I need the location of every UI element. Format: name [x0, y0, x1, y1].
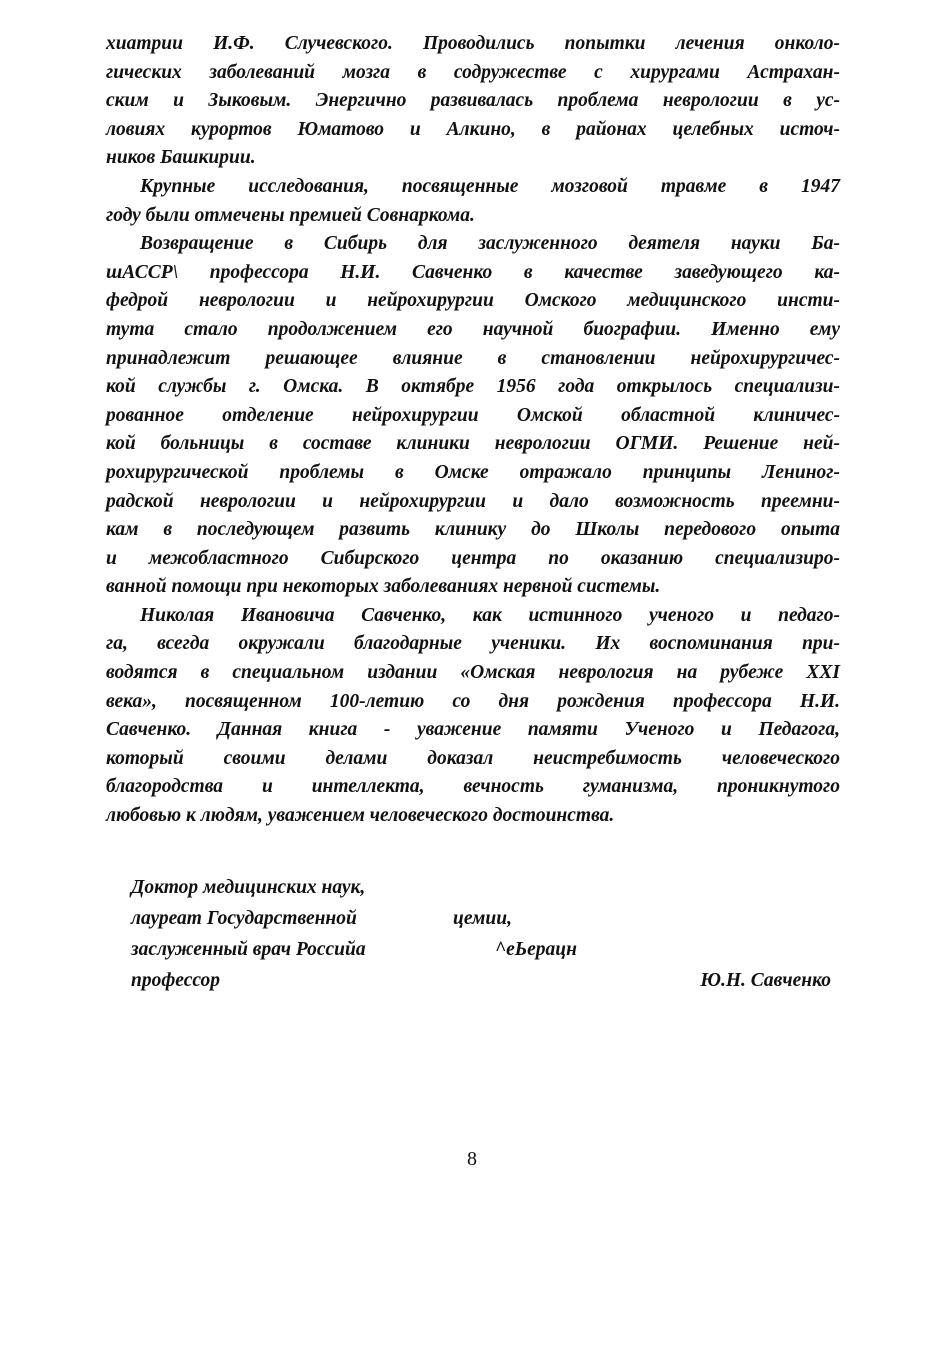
- text-line: ников Башкирии.: [106, 147, 256, 169]
- text-line: тута стало продолжением его научной биографии. Именно ему: [106, 318, 840, 340]
- text-line: рованное отделение нейрохирургии Омской областной клиничес-: [106, 404, 840, 426]
- text-line: ским и Зыковым. Энергично развивалась проблема неврологии в ус-: [106, 90, 840, 112]
- text-line: Николая Ивановича Савченко, как истинного ученого и педаго-: [140, 604, 840, 626]
- page-number: 8: [467, 1148, 477, 1170]
- text-line: Возвращение в Сибирь для заслуженного деятеля науки Ба-: [140, 233, 840, 255]
- signature-honored-fragment: ^еЬерацн: [495, 939, 577, 960]
- signature-block: [131, 872, 831, 996]
- body-text: [106, 30, 840, 831]
- text-line: кам в последующем развить клинику до Школы передового опыта: [106, 519, 840, 541]
- text-line: федрой неврологии и нейрохирургии Омского медицинского инсти-: [106, 290, 840, 312]
- signature-honored: заслуженный врач Российа ^еЬерацн: [131, 934, 831, 965]
- text-line: принадлежит решающее влияние в становлении нейрохирургичес-: [106, 347, 840, 369]
- text-line: благородства и интеллекта, вечность гуманизма, проникнутого: [106, 776, 840, 798]
- signature-laureate-fragment: цемии,: [453, 908, 512, 929]
- text-line: га, всегда окружали благодарные ученики. Их воспоминания при-: [106, 633, 840, 655]
- text-line: кой службы г. Омска. В октябре 1956 года открылось специализи-: [106, 376, 840, 398]
- text-line: любовью к людям, уважением человеческого достоинства.: [106, 805, 615, 827]
- text-line: кой больницы в составе клиники неврологии ОГМИ. Решение ней-: [106, 433, 840, 455]
- text-line: водятся в специальном издании «Омская неврология на рубеже XXI: [106, 662, 840, 684]
- text-line: века», посвященном 100-летию со дня рождения профессора Н.И.: [106, 690, 840, 712]
- text-line: и межобластного Сибирского центра по оказанию специализиро-: [106, 547, 840, 569]
- text-line: гических заболеваний мозга в содружестве с хирургами Астрахан-: [106, 61, 840, 83]
- text-line: рохирургической проблемы в Омске отражало принципы Лениног-: [106, 461, 840, 483]
- signature-laureate: лауреат Государственной цемии,: [131, 903, 831, 934]
- text-line: ванной помощи при некоторых заболеваниях нервной системы.: [106, 576, 661, 598]
- signature-title: профессор Ю.Н. Савченко: [131, 965, 831, 996]
- text-line: шАССР\ профессора Н.И. Савченко в качестве заведующего ка-: [106, 261, 840, 283]
- text-line: Крупные исследования, посвященные мозговой травме в 1947: [140, 175, 840, 197]
- signature-degree: Доктор медицинских наук,: [131, 877, 366, 898]
- text-line: году были отмечены премией Совнаркома.: [106, 204, 475, 226]
- signature-author-name: Ю.Н. Савченко: [700, 970, 831, 991]
- text-line: Савченко. Данная книга - уважение памяти Ученого и Педагога,: [106, 719, 840, 741]
- text-line: радской неврологии и нейрохирургии и дало возможность преемни-: [106, 490, 840, 512]
- text-line: хиатрии И.Ф. Случевского. Проводились попытки лечения онколо-: [106, 33, 840, 54]
- text-line: ловиях курортов Юматово и Алкино, в районах целебных источ-: [106, 118, 840, 140]
- text-line: который своими делами доказал неистребимость человеческого: [106, 747, 840, 769]
